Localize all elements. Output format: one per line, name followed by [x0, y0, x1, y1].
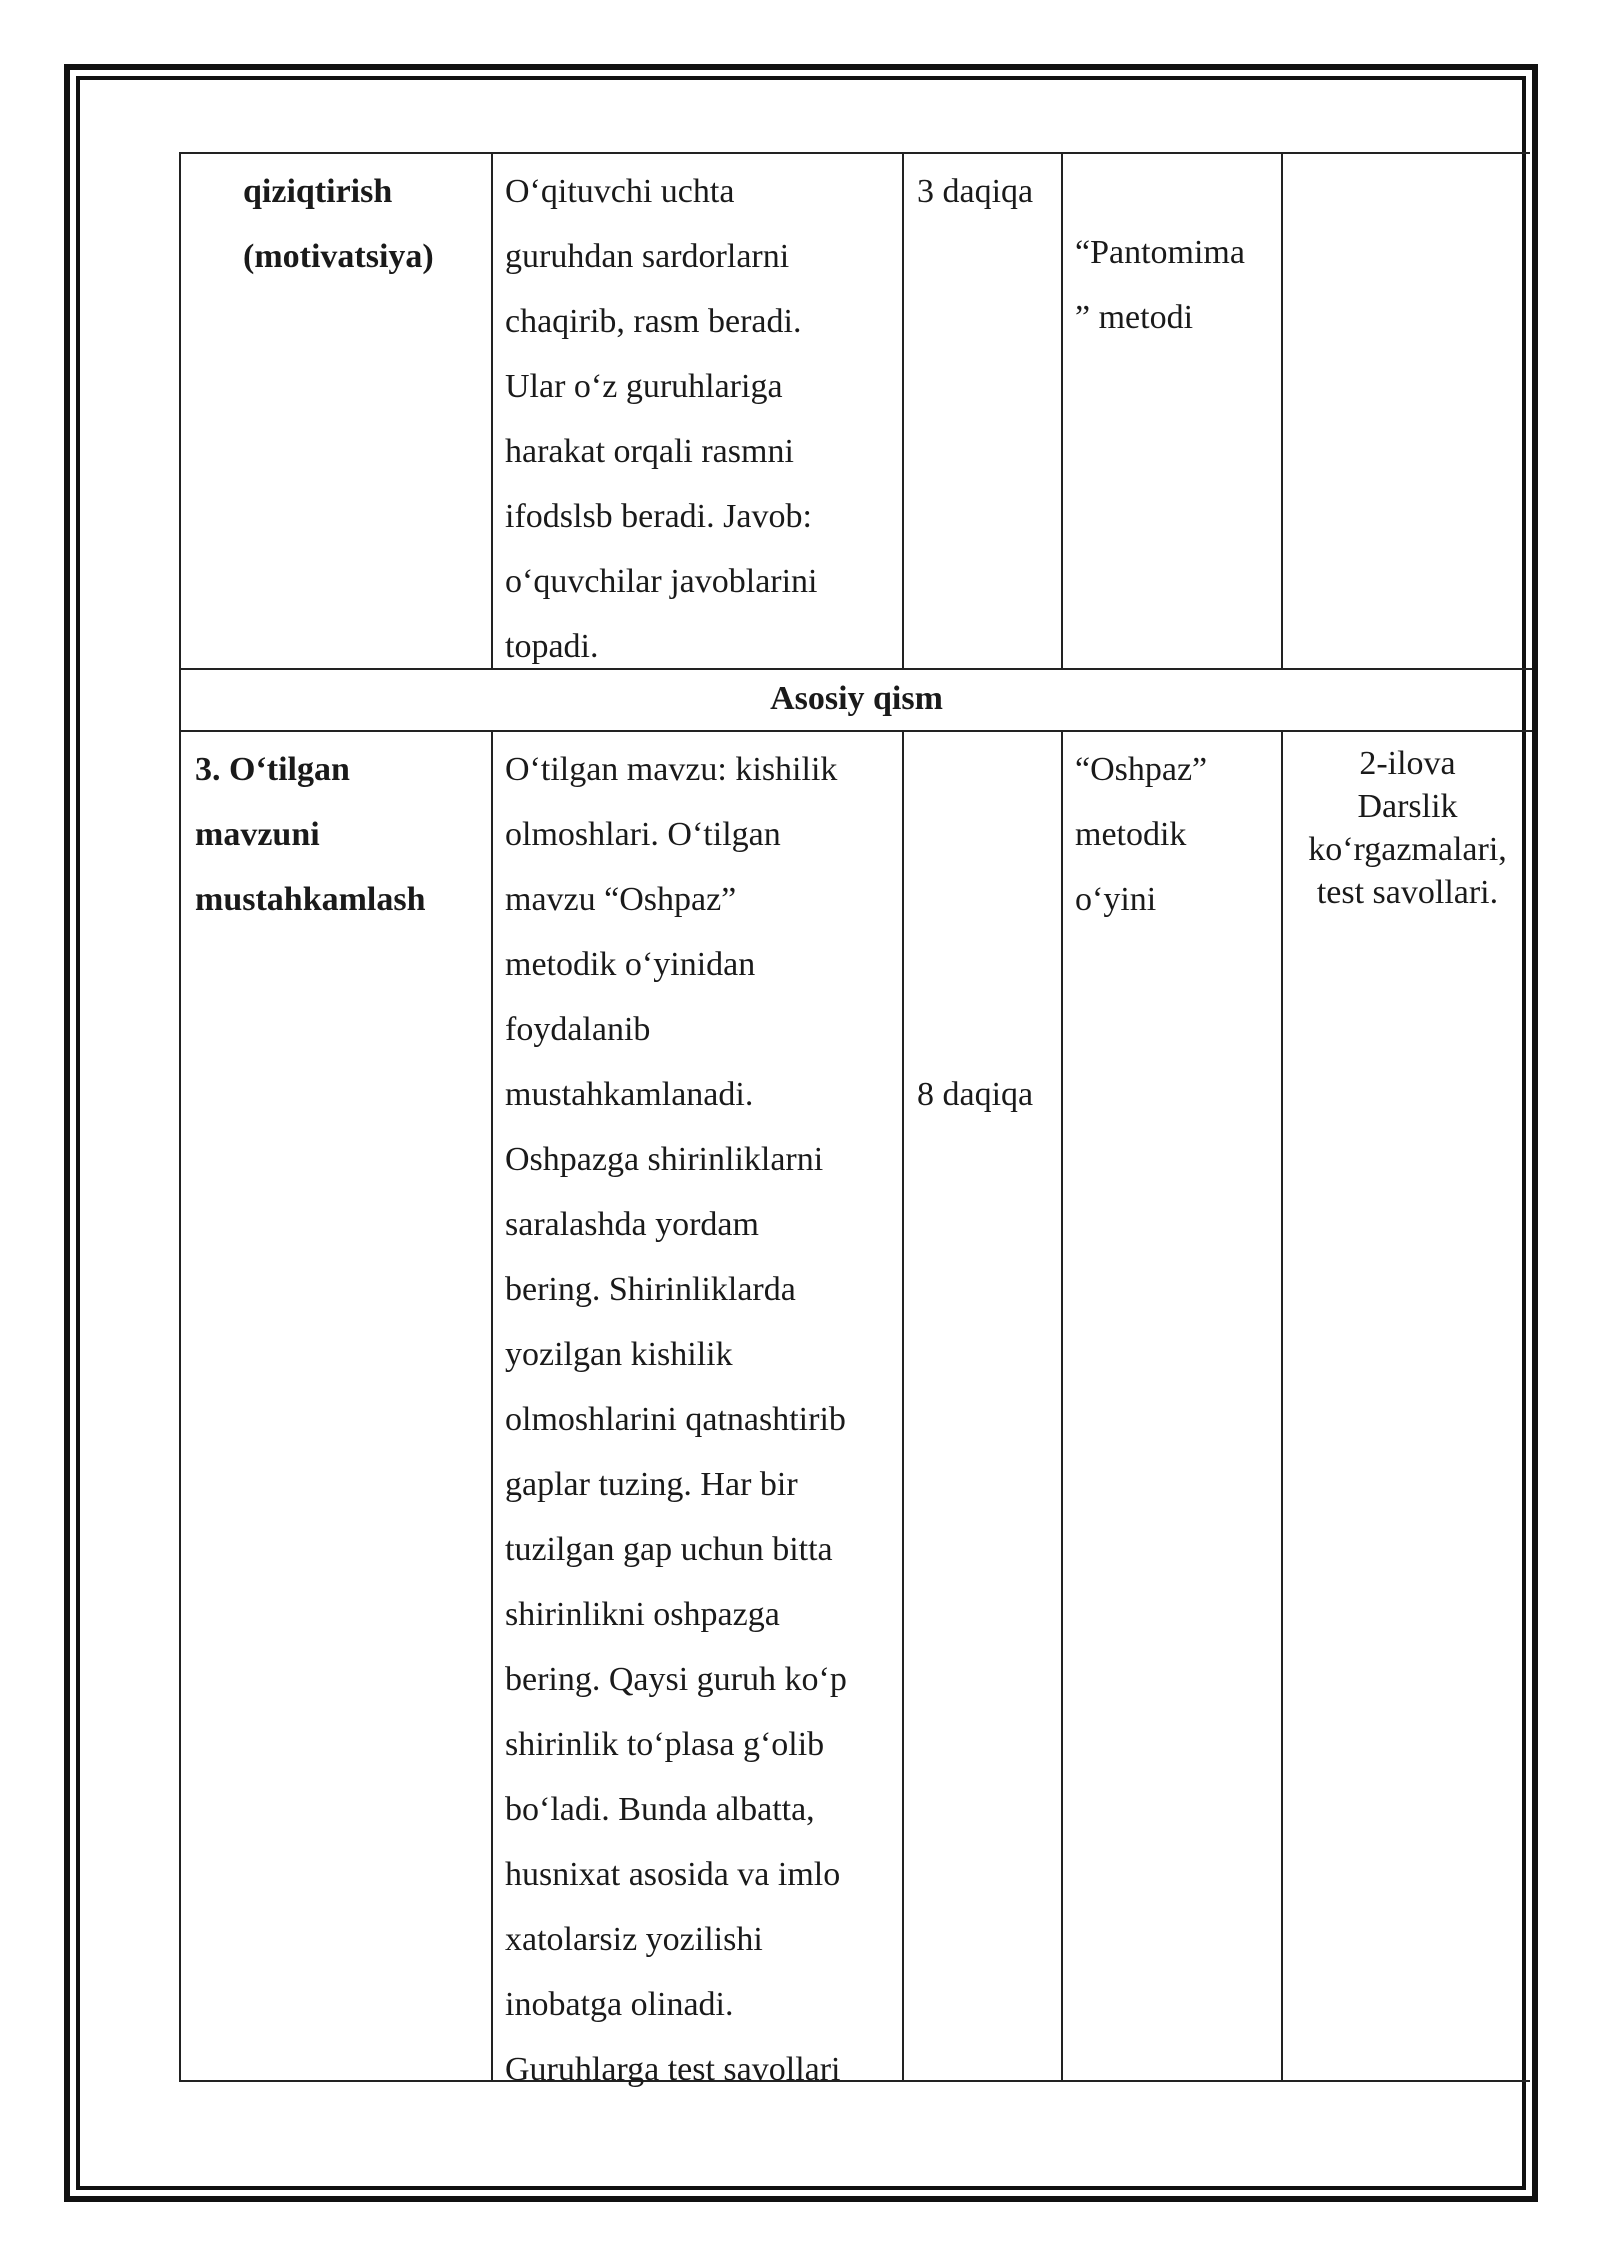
activity-text-line: Guruhlarga test savollari — [505, 2051, 841, 2088]
column-divider — [1061, 732, 1063, 2082]
stage-text-line: (motivatsiya) — [243, 238, 434, 275]
row2-time-cell: 8 daqiqa — [917, 1076, 1034, 1113]
activity-text-line: ifodslsb beradi. Javob: — [505, 498, 812, 535]
activity-text-line: shirinlikni oshpazga — [505, 1596, 780, 1633]
activity-text-line: chaqirib, rasm beradi. — [505, 303, 802, 340]
activity-text-line: metodik o‘yinidan — [505, 946, 756, 983]
activity-text-line: foydalanib — [505, 1011, 651, 1048]
resources-text-line: 2-ilova — [1359, 745, 1456, 782]
activity-text-line: xatolarsiz yozilishi — [505, 1921, 763, 1958]
row1-method-cell — [1075, 220, 1245, 350]
column-divider — [1281, 154, 1283, 668]
stage-text-line: qiziqtirish — [243, 173, 393, 210]
lesson-plan-table — [179, 152, 1530, 2088]
method-text-line: metodik — [1075, 816, 1187, 853]
stage-text-line: mustahkamlash — [195, 881, 426, 918]
activity-text-line: mavzu “Oshpaz” — [505, 881, 737, 918]
stage-text-line: 3. O‘tilgan — [195, 751, 350, 788]
stage-text-line: mavzuni — [195, 816, 320, 853]
activity-text-line: mustahkamlanadi. — [505, 1076, 754, 1113]
row1-activity-cell — [505, 159, 818, 679]
activity-text-line: bering. Qaysi guruh ko‘p — [505, 1661, 847, 1698]
activity-text-line: yozilgan kishilik — [505, 1336, 733, 1373]
method-text-line: “Pantomima — [1075, 234, 1245, 271]
resources-text-line: Darslik — [1357, 788, 1458, 825]
method-text-line: “Oshpaz” — [1075, 751, 1208, 788]
activity-text-line: O‘qituvchi uchta — [505, 173, 735, 210]
column-divider — [902, 154, 904, 668]
activity-text-line: harakat orqali rasmni — [505, 433, 794, 470]
activity-text-line: bering. Shirinliklarda — [505, 1271, 796, 1308]
row2-activity-cell — [505, 737, 847, 2102]
row-divider — [181, 730, 1532, 732]
activity-text-line: tuzilgan gap uchun bitta — [505, 1531, 833, 1568]
method-text-line: o‘yini — [1075, 881, 1157, 918]
activity-text-line: o‘quvchilar javoblarini — [505, 563, 818, 600]
column-divider — [902, 732, 904, 2082]
column-divider — [491, 732, 493, 2082]
activity-text-line: olmoshlari. O‘tilgan — [505, 816, 781, 853]
resources-text-line: test savollari. — [1316, 874, 1499, 911]
activity-text-line: Oshpazga shirinliklarni — [505, 1141, 824, 1178]
activity-text-line: shirinlik to‘plasa g‘olib — [505, 1726, 825, 1763]
resources-text-line: ko‘rgazmalari, — [1308, 831, 1507, 868]
activity-text-line: O‘tilgan mavzu: kishilik — [505, 751, 838, 788]
row1-time-cell: 3 daqiqa — [917, 173, 1034, 210]
column-divider — [1281, 732, 1283, 2082]
column-divider — [491, 154, 493, 668]
activity-text-line: topadi. — [505, 628, 599, 665]
row2-stage-cell — [195, 737, 426, 932]
row2-method-cell — [1075, 737, 1207, 932]
activity-text-line: Ular o‘z guruhlariga — [505, 368, 783, 405]
activity-text-line: saralashda yordam — [505, 1206, 759, 1243]
activity-text-line: olmoshlarini qatnashtirib — [505, 1401, 846, 1438]
activity-text-line: bo‘ladi. Bunda albatta, — [505, 1791, 815, 1828]
activity-text-line: inobatga olinadi. — [505, 1986, 734, 2023]
method-text-line: ” metodi — [1075, 299, 1194, 336]
section-title: Asosiy qism — [770, 680, 943, 717]
column-divider — [1061, 154, 1063, 668]
row2-resources-cell — [1283, 742, 1532, 914]
activity-text-line: husnixat asosida va imlo — [505, 1856, 841, 1893]
row1-stage-cell — [243, 159, 434, 289]
activity-text-line: guruhdan sardorlarni — [505, 238, 790, 275]
activity-text-line: gaplar tuzing. Har bir — [505, 1466, 798, 1503]
